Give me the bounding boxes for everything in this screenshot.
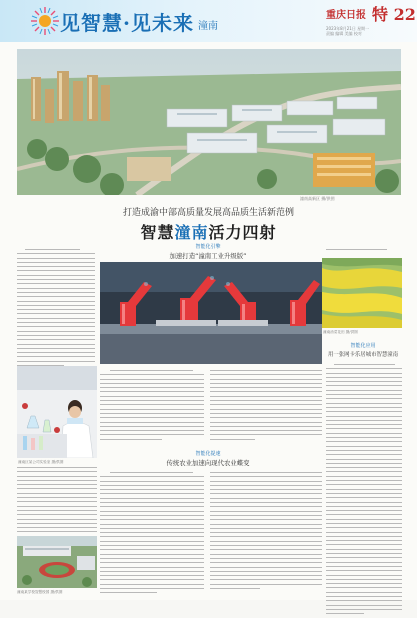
section2-text-col1 (100, 472, 204, 597)
rapeseed-photo-credit: 潼南油菜花田 摄/供图 (323, 330, 358, 334)
section2-text-col2 (210, 472, 322, 592)
left-column-text (17, 249, 95, 369)
right-column-text-top (326, 249, 402, 253)
article-subheadline: 打造成渝中部高质量发展高品质生活新范例 (122, 208, 294, 218)
section1-label: 智能化引擎 (195, 244, 221, 250)
sunburst-logo-icon (30, 6, 60, 36)
robot-factory-photo (100, 262, 322, 364)
section3-title: 用一张网卡乐居城市智慧潼南 (327, 352, 399, 358)
page-number: 特 22 (372, 5, 416, 24)
laboratory-photo (17, 366, 97, 458)
campus-photo-credit: 潼南某学校智慧校园 摄/供图 (17, 590, 63, 594)
smart-campus-photo (17, 536, 97, 588)
issue-meta (326, 26, 414, 36)
rapeseed-field-photo (322, 258, 402, 328)
section-title: 见智慧·见未来 (60, 11, 194, 35)
section1-title: 加速打造“潼南工业升级版” (169, 252, 247, 260)
middle-right-text (210, 370, 322, 443)
paper-name: 重庆日报 (326, 10, 366, 21)
section3-label: 智能化应用 (350, 343, 376, 349)
section2-title: 传统农业加速向现代农业蝶变 (166, 459, 250, 467)
editor-credits: 责编 编辑 美编 校对 (326, 31, 362, 36)
right-column-text (326, 364, 402, 618)
headline-part-2: 活力四射 (208, 223, 277, 242)
region-label: 潼南 (198, 21, 218, 32)
hero-aerial-photo (17, 49, 401, 195)
page-header (0, 0, 417, 42)
article-headline (0, 220, 417, 243)
hero-photo-credit: 潼南高新区 摄/供图 (300, 196, 335, 201)
middle-left-text (100, 370, 204, 443)
section2-label: 智能化提速 (195, 451, 221, 457)
issue-date: 2023年8月21日 星期一 (326, 26, 370, 31)
headline-highlight: 潼南 (174, 223, 209, 242)
headline-part-1: 智慧 (140, 223, 175, 242)
lab-photo-credit: 潼南区某公司实验室 摄/供图 (18, 460, 64, 464)
